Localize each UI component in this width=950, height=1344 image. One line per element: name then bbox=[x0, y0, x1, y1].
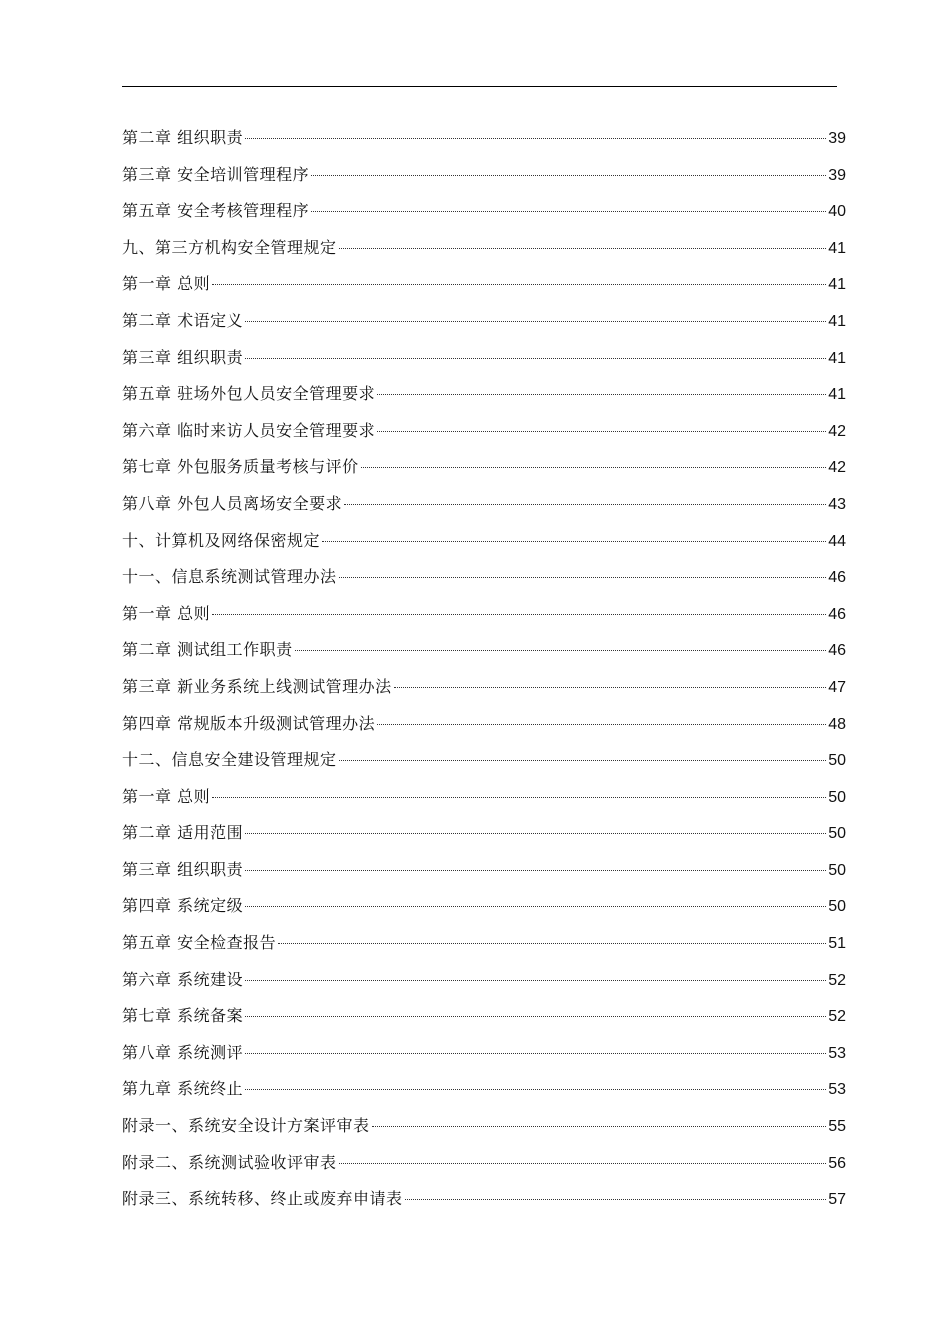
toc-entry-page-number: 52 bbox=[828, 1008, 846, 1026]
toc-entry-title: 第九章 系统终止 bbox=[122, 1079, 244, 1099]
toc-entry-title: 第五章 安全考核管理程序 bbox=[122, 201, 310, 221]
toc-dot-leader bbox=[405, 1199, 827, 1200]
toc-dot-leader bbox=[377, 431, 826, 432]
toc-dot-leader bbox=[245, 321, 826, 322]
toc-entry[interactable] bbox=[122, 303, 846, 340]
toc-entry-title: 第八章 系统测评 bbox=[122, 1042, 244, 1062]
toc-entry[interactable] bbox=[122, 632, 846, 669]
toc-dot-leader bbox=[212, 284, 826, 285]
toc-entry-title: 附录一、系统安全设计方案评审表 bbox=[122, 1116, 370, 1136]
toc-dot-leader bbox=[245, 358, 826, 359]
toc-dot-leader bbox=[339, 577, 827, 578]
toc-entry-title: 第二章 术语定义 bbox=[122, 310, 244, 330]
toc-entry-page-number: 41 bbox=[828, 276, 846, 294]
toc-entry[interactable] bbox=[122, 266, 846, 303]
toc-entry-page-number: 56 bbox=[828, 1154, 846, 1172]
toc-dot-leader bbox=[394, 687, 827, 688]
toc-entry-page-number: 53 bbox=[828, 1044, 846, 1062]
toc-entry-title: 第一章 总则 bbox=[122, 603, 211, 623]
toc-entry-title: 第二章 组织职责 bbox=[122, 128, 244, 147]
toc-entry-page-number: 47 bbox=[828, 678, 846, 696]
toc-dot-leader bbox=[344, 504, 826, 505]
toc-entry-title: 第七章 外包服务质量考核与评价 bbox=[122, 457, 359, 477]
toc-entry-title: 第二章 测试组工作职责 bbox=[122, 640, 293, 660]
toc-dot-leader bbox=[245, 906, 826, 907]
toc-dot-leader bbox=[245, 1089, 826, 1090]
toc-entry-title: 十、计算机及网络保密规定 bbox=[122, 530, 321, 550]
toc-entry-page-number: 46 bbox=[828, 605, 846, 623]
toc-entry-page-number: 50 bbox=[828, 788, 846, 806]
toc-entry-title: 第三章 组织职责 bbox=[122, 859, 244, 879]
toc-entry[interactable] bbox=[122, 1035, 846, 1072]
toc-entry[interactable] bbox=[122, 413, 846, 450]
toc-entry-page-number: 41 bbox=[828, 349, 846, 367]
toc-entry-page-number: 53 bbox=[828, 1081, 846, 1099]
toc-dot-leader bbox=[245, 833, 826, 834]
toc-entry-page-number: 42 bbox=[828, 459, 846, 477]
toc-entry-page-number: 39 bbox=[828, 166, 846, 184]
toc-entry-page-number: 48 bbox=[828, 715, 846, 733]
toc-entry[interactable] bbox=[122, 340, 846, 377]
toc-entry-page-number: 46 bbox=[828, 569, 846, 587]
toc-dot-leader bbox=[278, 943, 826, 944]
toc-entry-page-number: 50 bbox=[828, 752, 846, 770]
toc-entry[interactable] bbox=[122, 1145, 846, 1182]
toc-entry[interactable] bbox=[122, 669, 846, 706]
toc-entry[interactable] bbox=[122, 376, 846, 413]
toc-entry-page-number: 50 bbox=[828, 898, 846, 916]
toc-entry-page-number: 42 bbox=[828, 422, 846, 440]
toc-entry-title: 第四章 系统定级 bbox=[122, 896, 244, 916]
toc-entry[interactable] bbox=[122, 449, 846, 486]
toc-entry[interactable] bbox=[122, 596, 846, 633]
toc-entry[interactable] bbox=[122, 230, 846, 267]
toc-entry-page-number: 55 bbox=[828, 1118, 846, 1136]
toc-entry-page-number: 41 bbox=[828, 239, 846, 257]
toc-dot-leader bbox=[339, 1163, 827, 1164]
toc-entry[interactable] bbox=[122, 523, 846, 560]
toc-entry[interactable] bbox=[122, 998, 846, 1035]
toc-entry-page-number: 50 bbox=[828, 861, 846, 879]
toc-entry-title: 第七章 系统备案 bbox=[122, 1006, 244, 1026]
toc-entry-title: 第三章 安全培训管理程序 bbox=[122, 164, 310, 184]
toc-dot-leader bbox=[245, 1053, 826, 1054]
toc-entry-title: 十二、信息安全建设管理规定 bbox=[122, 750, 337, 770]
toc-dot-leader bbox=[245, 870, 826, 871]
toc-entry[interactable] bbox=[122, 888, 846, 925]
toc-entry-page-number: 52 bbox=[828, 971, 846, 989]
toc-dot-leader bbox=[212, 797, 826, 798]
toc-entry[interactable] bbox=[122, 1108, 846, 1145]
toc-entry[interactable] bbox=[122, 120, 846, 157]
toc-entry-title: 第五章 驻场外包人员安全管理要求 bbox=[122, 384, 376, 404]
toc-entry-title: 第一章 总则 bbox=[122, 786, 211, 806]
toc-entry[interactable] bbox=[122, 1181, 846, 1218]
toc-entry-title: 第六章 临时来访人员安全管理要求 bbox=[122, 420, 376, 440]
toc-entry[interactable] bbox=[122, 486, 846, 523]
toc-entry-title: 第一章 总则 bbox=[122, 274, 211, 294]
toc-dot-leader bbox=[377, 724, 826, 725]
toc-dot-leader bbox=[322, 541, 826, 542]
toc-entry-page-number: 41 bbox=[828, 312, 846, 330]
toc-dot-leader bbox=[245, 138, 826, 139]
toc-entry[interactable] bbox=[122, 779, 846, 816]
toc-entry[interactable] bbox=[122, 1071, 846, 1108]
toc-entry[interactable] bbox=[122, 706, 846, 743]
toc-dot-leader bbox=[245, 1016, 826, 1017]
header-rule bbox=[122, 86, 837, 87]
toc-entry-page-number: 39 bbox=[828, 130, 846, 147]
toc-entry-page-number: 44 bbox=[828, 532, 846, 550]
toc-dot-leader bbox=[311, 175, 826, 176]
toc-dot-leader bbox=[339, 760, 827, 761]
toc-entry-title: 十一、信息系统测试管理办法 bbox=[122, 567, 337, 587]
toc-entry[interactable] bbox=[122, 962, 846, 999]
toc-entry-title: 第四章 常规版本升级测试管理办法 bbox=[122, 713, 376, 733]
toc-entry-title: 附录三、系统转移、终止或废弃申请表 bbox=[122, 1189, 403, 1209]
table-of-contents bbox=[122, 120, 846, 1218]
toc-dot-leader bbox=[245, 980, 826, 981]
toc-entry-page-number: 46 bbox=[828, 642, 846, 660]
toc-entry-page-number: 57 bbox=[828, 1191, 846, 1209]
toc-entry-title: 第五章 安全检查报告 bbox=[122, 933, 277, 953]
toc-dot-leader bbox=[295, 650, 827, 651]
toc-entry-page-number: 51 bbox=[828, 935, 846, 953]
toc-dot-leader bbox=[377, 394, 826, 395]
toc-dot-leader bbox=[311, 211, 826, 212]
toc-entry-page-number: 40 bbox=[828, 203, 846, 221]
toc-entry-title: 九、第三方机构安全管理规定 bbox=[122, 237, 337, 257]
toc-entry[interactable] bbox=[122, 815, 846, 852]
toc-entry-title: 第六章 系统建设 bbox=[122, 969, 244, 989]
toc-dot-leader bbox=[361, 467, 827, 468]
toc-entry-page-number: 43 bbox=[828, 495, 846, 513]
toc-entry[interactable] bbox=[122, 193, 846, 230]
toc-entry-title: 第三章 新业务系统上线测试管理办法 bbox=[122, 676, 392, 696]
toc-entry-title: 第三章 组织职责 bbox=[122, 347, 244, 367]
toc-dot-leader bbox=[339, 248, 827, 249]
toc-entry[interactable] bbox=[122, 742, 846, 779]
toc-entry-title: 第二章 适用范围 bbox=[122, 823, 244, 843]
toc-entry-page-number: 41 bbox=[828, 386, 846, 404]
toc-entry[interactable] bbox=[122, 852, 846, 889]
toc-dot-leader bbox=[372, 1126, 827, 1127]
toc-entry[interactable] bbox=[122, 925, 846, 962]
toc-dot-leader bbox=[212, 614, 826, 615]
toc-entry-page-number: 50 bbox=[828, 825, 846, 843]
toc-entry[interactable] bbox=[122, 559, 846, 596]
toc-entry[interactable] bbox=[122, 157, 846, 194]
toc-entry-title: 第八章 外包人员离场安全要求 bbox=[122, 493, 343, 513]
toc-entry-title: 附录二、系统测试验收评审表 bbox=[122, 1152, 337, 1172]
